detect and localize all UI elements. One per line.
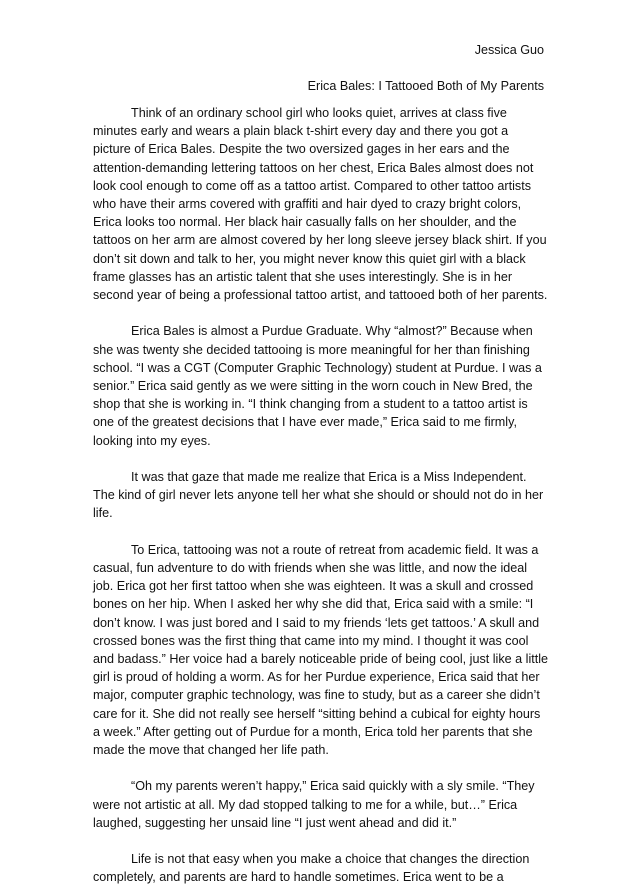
paragraph-6: Life is not that easy when you make a choice that changes the direction completely, and parents are hard to handle sometimes. Erica went to be a bbox=[93, 852, 530, 885]
paragraph-2: Erica Bales is almost a Purdue Graduate. Why “almost?” Because when she was twenty she decided tattooing is more meaningful for her than finishing school. “I was a CGT (Computer Graphic Technology) student at Purdue. I was a senior.” Erica said gently as we were sitting in the worn couch in New Bred, the shop that she is working in. “I think changing from a student to a tattoo artist is one of the greatest decisions that I have ever made,” Erica said to me firmly, looking into my eyes. bbox=[93, 324, 542, 448]
paragraph-4: To Erica, tattooing was not a route of retreat from academic field. It was a casual, fun adventure to do with friends when she was little, and now the ideal job. Erica got her first tattoo when she was eighteen. It was a skull and crossed bones on her hip. When I asked her why she did that, Erica said with a smile: “I don’t know. I was just bored and I said to my friends ‘lets get tattoos.’ A skull and crossed bones was the first thing that came into my mind. I thought it was cool and badass.” Her voice had a barely noticeable pride of being cool, just like a little girl is proud of holding a worm. As for her Purdue experience, Erica said that her major, computer graphic technology, was fine to study, but as a career she didn’t care for it. She did not really see herself “sitting behind a cubical for eighty hours a week.” After getting out of Purdue for a month, Erica told her parents that she made the move that changed her life path. bbox=[93, 542, 549, 758]
essay-title: Erica Bales: I Tattooed Both of My Parents bbox=[307, 79, 544, 93]
paragraph-3: It was that gaze that made me realize that Erica is a Miss Independent. The kind of girl never lets anyone tell her what she should or should not do in her life. bbox=[93, 470, 544, 521]
essay-body bbox=[93, 104, 549, 887]
paragraph-1: Think of an ordinary school girl who looks quiet, arrives at class five minutes early and wears a plain black t-shirt every day and there you got a picture of Erica Bales. Despite the two oversized gages in her ears and the attention-demanding lettering tattoos on her chest, Erica Bales almost does not look cool enough to come off as a tattoo artist. Compared to other tattoo artists who have their arms covered with graffiti and hair dyed to crazy bright colors, Erica looks too normal. Her black hair casually falls on her shoulder, and the tattoos on her arm are almost covered by her long sleeve jersey black shirt. If you don’t sit down and talk to her, you might never know this quiet girl with a black frame glasses has an artistic talent that she uses interestingly. She is in her second year of being a professional tattoo artist, and tattooed both of her parents. bbox=[93, 106, 548, 303]
paragraph-5: “Oh my parents weren’t happy,” Erica said quickly with a sly smile. “They were not artistic at all. My dad stopped talking to me for a while, but…” Erica laughed, suggesting her unsaid line “I just went ahead and did it.” bbox=[93, 779, 535, 830]
author-name: Jessica Guo bbox=[474, 43, 544, 57]
